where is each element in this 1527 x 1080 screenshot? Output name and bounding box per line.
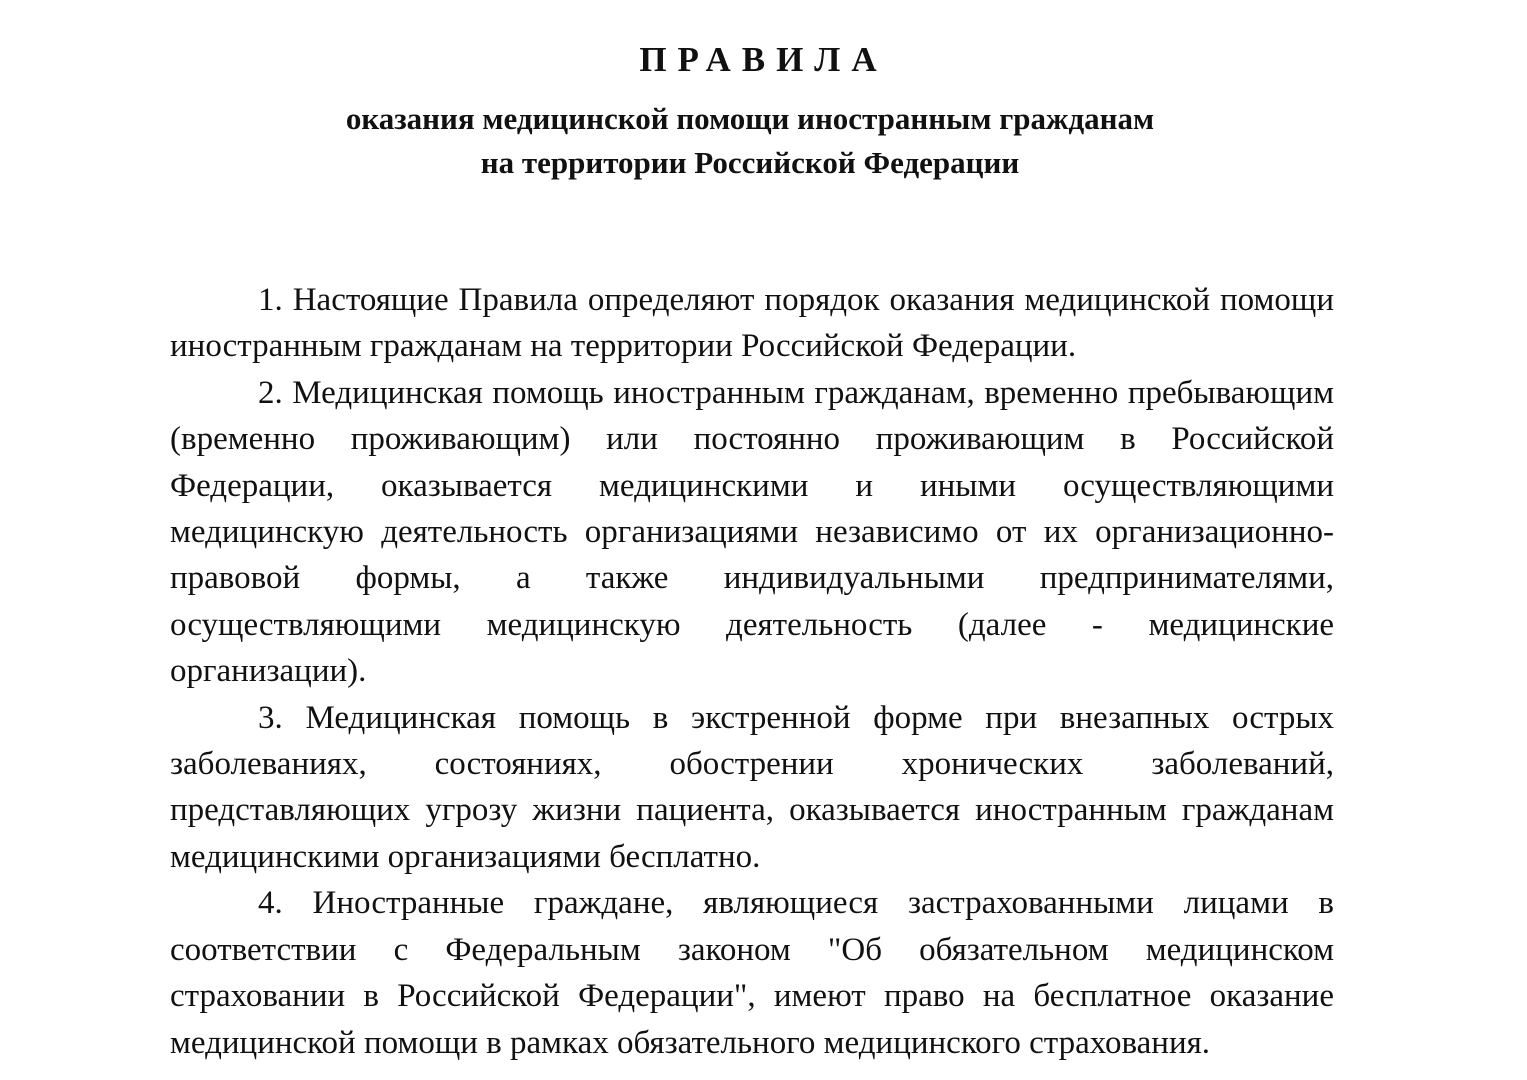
paragraph-2: 2. Медицинская помощь иностранным гражданам, временно пребывающим (временно проживающим) или постоянно проживающим в Российской Федерации, оказывается медицинскими и иными осуществляющими медицинскую деятельность организациями независимо от их организационно-правовой формы, а также индивидуальными предпринимателями, осуществляющими медицинскую деятельность (далее - медицинские организации).: [170, 374, 1334, 690]
paragraph-3: 3. Медицинская помощь в экстренной форме при внезапных острых заболеваниях, состояниях, обострении хронических заболеваний, представляющих угрозу жизни пациента, оказывается иностранным гражданам медицинскими организациями бесплатно.: [170, 699, 1334, 875]
document-body: [170, 277, 1334, 1066]
document-subtitle: [0, 97, 1500, 185]
paragraph-4: 4. Иностранные граждане, являющиеся застрахованными лицами в соответствии с Федеральным законом "Об обязательном медицинском страховании в Российской Федерации", имеют право на бесплатное оказание медицинской помощи в рамках обязательного медицинского страхования.: [170, 885, 1334, 1061]
subtitle-line-2: на территории Российской Федерации: [480, 145, 1020, 180]
document-title: ПРАВИЛА: [639, 40, 888, 79]
subtitle-line-1: оказания медицинской помощи иностранным гражданам: [345, 101, 1155, 136]
paragraph-1: 1. Настоящие Правила определяют порядок оказания медицинской помощи иностранным гражданам на территории Российской Федерации.: [170, 282, 1334, 365]
